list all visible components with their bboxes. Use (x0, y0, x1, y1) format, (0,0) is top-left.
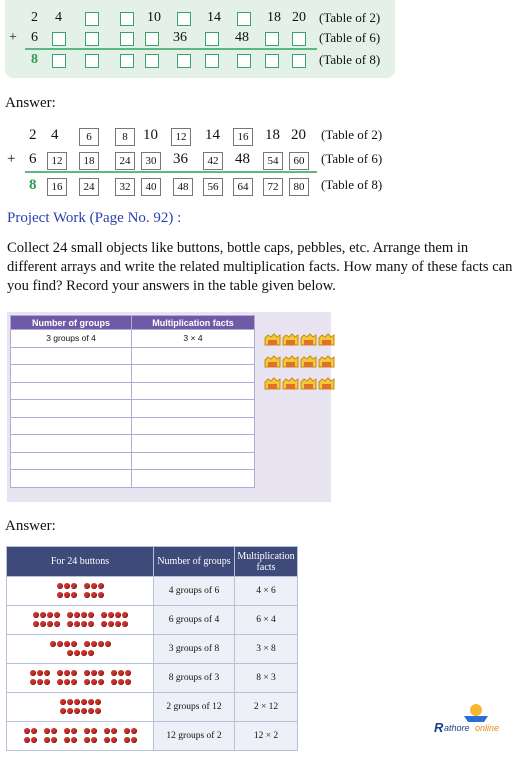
button-bead (111, 670, 117, 676)
button-bead (91, 670, 97, 676)
button-bead (111, 679, 117, 685)
button-bead (81, 621, 87, 627)
button-bead (108, 621, 114, 627)
fact-cell: 6 × 4 (235, 606, 298, 635)
fact-cell (132, 347, 255, 365)
button-arrangement (7, 664, 154, 693)
button-bead (51, 728, 57, 734)
a-box: 80 (289, 178, 309, 196)
empty-box (145, 32, 159, 46)
button-bead (71, 737, 77, 743)
button-bead (108, 612, 114, 618)
button-bead (124, 737, 130, 743)
groups-cell: 12 groups of 2 (154, 722, 235, 751)
fact-cell (132, 417, 255, 435)
a-box: 72 (263, 178, 283, 196)
project-work-body: Collect 24 small objects like buttons, bottle caps, pebbles, etc. Arrange them in different arrays and write the related multiplication facts. How many of these facts can you find? Record your answers in the table given below. (7, 240, 513, 294)
empty-box (120, 12, 134, 26)
table-row (7, 606, 298, 635)
empty-box (237, 12, 251, 26)
button-bead (101, 621, 107, 627)
button-bead (60, 708, 66, 714)
table-caption: (Table of 6) (321, 151, 383, 166)
button-bead (71, 641, 77, 647)
a-box: 24 (115, 152, 135, 170)
button-bead (88, 650, 94, 656)
empty-box (177, 54, 191, 68)
a-box: 56 (203, 178, 223, 196)
bottle-cap-icon (265, 356, 280, 367)
groups-cell (11, 452, 132, 470)
button-bead (104, 737, 110, 743)
bottle-cap-icon (283, 334, 298, 345)
button-bead (31, 728, 37, 734)
button-bead (104, 728, 110, 734)
button-bead (74, 650, 80, 656)
groups-cell (11, 470, 132, 488)
table-row (11, 470, 255, 488)
groups-cell: 3 groups of 4 (11, 330, 132, 348)
button-bead (84, 670, 90, 676)
button-bead (67, 612, 73, 618)
header-number-of-groups: Number of groups (11, 316, 132, 330)
button-bead (118, 679, 124, 685)
button-bead (57, 592, 63, 598)
button-bead (67, 708, 73, 714)
q-cell: 14 (207, 10, 221, 25)
bottle-cap-icon (283, 356, 298, 367)
header-multiplication-facts: Multiplication facts (235, 547, 298, 577)
button-bead (111, 737, 117, 743)
button-bead (84, 592, 90, 598)
button-bead (64, 679, 70, 685)
table-caption: (Table of 6) (319, 30, 381, 45)
button-bead (50, 641, 56, 647)
empty-box (85, 54, 99, 68)
button-arrangement (7, 722, 154, 751)
button-bead (91, 737, 97, 743)
empty-box (205, 54, 219, 68)
button-bead (71, 679, 77, 685)
button-bead (98, 641, 104, 647)
question-row-2 (5, 28, 395, 48)
button-bead (71, 728, 77, 734)
groups-cell (11, 347, 132, 365)
q-cell: 2 (31, 10, 38, 25)
table-row (11, 382, 255, 400)
q-cell: 8 (31, 52, 38, 67)
a-box: 42 (203, 152, 223, 170)
table-row (11, 417, 255, 435)
a-cell: 8 (29, 177, 37, 193)
bottle-cap-icon (301, 378, 316, 389)
divider-line (25, 171, 317, 173)
button-arrangement (7, 577, 154, 606)
button-bead (88, 708, 94, 714)
a-box: 48 (173, 178, 193, 196)
button-bead (57, 670, 63, 676)
groups-cell (11, 382, 132, 400)
q-cell: 6 (31, 30, 38, 45)
fact-cell (132, 435, 255, 453)
table-row (11, 452, 255, 470)
button-bead (47, 612, 53, 618)
groups-cell: 6 groups of 4 (154, 606, 235, 635)
empty-box (205, 32, 219, 46)
question-row-3 (5, 50, 395, 70)
bottle-cap-icon (301, 334, 316, 345)
table-row (11, 347, 255, 365)
header-number-of-groups: Number of groups (154, 547, 235, 577)
a-box: 40 (141, 178, 161, 196)
button-bead (54, 612, 60, 618)
button-bead (98, 679, 104, 685)
a-box: 12 (47, 152, 67, 170)
groups-cell: 2 groups of 12 (154, 693, 235, 722)
button-bead (64, 737, 70, 743)
plus-sign: + (9, 30, 17, 45)
button-bead (124, 728, 130, 734)
button-arrangement (7, 635, 154, 664)
table-row (7, 722, 298, 751)
answer-row-1 (5, 124, 405, 146)
bottle-cap-icon (301, 356, 316, 367)
fact-cell (132, 452, 255, 470)
a-cell: 6 (29, 151, 37, 167)
button-bead (31, 737, 37, 743)
button-bead (91, 583, 97, 589)
empty-box (85, 32, 99, 46)
svg-text:R: R (434, 720, 444, 735)
empty-box (177, 12, 191, 26)
table-row (7, 693, 298, 722)
button-bead (91, 592, 97, 598)
svg-text:athore: athore (444, 723, 470, 733)
button-bead (51, 737, 57, 743)
button-bead (33, 612, 39, 618)
button-bead (71, 592, 77, 598)
table-caption: (Table of 8) (321, 177, 383, 192)
button-bead (60, 699, 66, 705)
button-bead (88, 621, 94, 627)
button-bead (91, 679, 97, 685)
a-box: 64 (233, 178, 253, 196)
button-bead (67, 699, 73, 705)
a-cell: 2 (29, 127, 37, 143)
fact-cell: 3 × 8 (235, 635, 298, 664)
button-bead (44, 670, 50, 676)
empty-box (292, 32, 306, 46)
a-box: 24 (79, 178, 99, 196)
button-bead (98, 670, 104, 676)
button-bead (115, 621, 121, 627)
button-bead (40, 621, 46, 627)
project-work-title: Project Work (Page No. 92) : (7, 210, 182, 226)
fact-cell: 4 × 6 (235, 577, 298, 606)
answer-label: Answer: (5, 95, 56, 111)
button-bead (74, 699, 80, 705)
button-bead (105, 641, 111, 647)
button-arrangement (7, 693, 154, 722)
answer-row-3 (5, 174, 405, 196)
button-bead (24, 728, 30, 734)
button-bead (81, 612, 87, 618)
question-grid-box (5, 0, 395, 78)
bottle-cap-icon (283, 378, 298, 389)
button-bead (111, 728, 117, 734)
button-bead (131, 728, 137, 734)
empty-box (85, 12, 99, 26)
button-bead (40, 612, 46, 618)
a-box: 30 (141, 152, 161, 170)
q-cell: 10 (147, 10, 161, 25)
button-bead (67, 621, 73, 627)
a-box: 8 (115, 128, 135, 146)
bottle-cap-icon (319, 356, 334, 367)
table-row (11, 400, 255, 418)
q-cell: 18 (267, 10, 281, 25)
table-caption: (Table of 8) (319, 52, 381, 67)
button-bead (64, 728, 70, 734)
answer-row-2 (5, 148, 405, 170)
button-bead (88, 612, 94, 618)
a-box: 60 (289, 152, 309, 170)
table-row (11, 435, 255, 453)
header-multiplication-facts: Multiplication facts (132, 316, 255, 330)
button-bead (81, 708, 87, 714)
button-bead (64, 641, 70, 647)
table-row (11, 365, 255, 383)
groups-cell (11, 400, 132, 418)
button-bead (98, 583, 104, 589)
answer-label: Answer: (5, 518, 56, 534)
bottle-cap-icon (319, 378, 334, 389)
button-bead (84, 679, 90, 685)
button-bead (44, 728, 50, 734)
q-cell: 48 (235, 30, 249, 45)
fact-cell: 12 × 2 (235, 722, 298, 751)
button-bead (84, 583, 90, 589)
button-bead (64, 592, 70, 598)
bottle-cap-icon (263, 332, 335, 402)
bottle-cap-icon (265, 378, 280, 389)
button-bead (95, 699, 101, 705)
button-bead (84, 737, 90, 743)
button-bead (131, 737, 137, 743)
project-table (10, 315, 255, 488)
fact-cell (132, 400, 255, 418)
button-bead (118, 670, 124, 676)
header-for-24-buttons: For 24 buttons (7, 547, 154, 577)
groups-cell (11, 365, 132, 383)
answer-grid (5, 124, 405, 196)
a-cell: 14 (205, 127, 220, 143)
table-row (7, 664, 298, 693)
button-bead (37, 670, 43, 676)
a-box: 32 (115, 178, 135, 196)
button-bead (57, 641, 63, 647)
question-row-1 (5, 8, 395, 28)
empty-box (145, 54, 159, 68)
button-bead (88, 699, 94, 705)
button-bead (101, 612, 107, 618)
fact-cell: 3 × 4 (132, 330, 255, 348)
button-bead (64, 583, 70, 589)
button-bead (122, 612, 128, 618)
button-bead (30, 670, 36, 676)
empty-box (52, 32, 66, 46)
a-cell: 36 (173, 151, 188, 167)
table-row (11, 330, 255, 348)
button-bead (30, 679, 36, 685)
fact-cell (132, 382, 255, 400)
groups-cell: 4 groups of 6 (154, 577, 235, 606)
button-bead (125, 670, 131, 676)
a-cell: 10 (143, 127, 158, 143)
empty-box (265, 54, 279, 68)
a-cell: 20 (291, 127, 306, 143)
button-bead (115, 612, 121, 618)
button-bead (37, 679, 43, 685)
button-bead (91, 728, 97, 734)
a-box: 54 (263, 152, 283, 170)
groups-cell (11, 435, 132, 453)
a-cell: 48 (235, 151, 250, 167)
fact-cell: 8 × 3 (235, 664, 298, 693)
button-bead (84, 641, 90, 647)
button-bead (67, 650, 73, 656)
button-bead (33, 621, 39, 627)
button-bead (57, 679, 63, 685)
empty-box (237, 54, 251, 68)
a-box: 12 (171, 128, 191, 146)
a-box: 6 (79, 128, 99, 146)
svg-text:online: online (475, 723, 500, 733)
groups-cell: 3 groups of 8 (154, 635, 235, 664)
a-cell: 18 (265, 127, 280, 143)
button-bead (74, 621, 80, 627)
bottle-cap-icon (319, 334, 334, 345)
button-bead (71, 670, 77, 676)
a-box: 16 (233, 128, 253, 146)
a-box: 16 (47, 178, 67, 196)
button-bead (24, 737, 30, 743)
button-arrangement (7, 606, 154, 635)
plus-sign: + (7, 151, 16, 167)
empty-box (120, 54, 134, 68)
groups-cell: 8 groups of 3 (154, 664, 235, 693)
table-row (7, 577, 298, 606)
q-cell: 20 (292, 10, 306, 25)
project-table-panel (7, 312, 331, 502)
button-bead (84, 728, 90, 734)
button-bead (54, 621, 60, 627)
empty-box (120, 32, 134, 46)
button-bead (98, 592, 104, 598)
empty-box (292, 54, 306, 68)
fact-cell (132, 365, 255, 383)
fact-cell (132, 470, 255, 488)
button-bead (74, 612, 80, 618)
fact-cell: 2 × 12 (235, 693, 298, 722)
button-bead (81, 699, 87, 705)
table-caption: (Table of 2) (319, 10, 381, 25)
button-bead (44, 737, 50, 743)
empty-box (52, 54, 66, 68)
bottle-caps-illustration (263, 332, 335, 407)
table-caption: (Table of 2) (321, 127, 383, 142)
button-bead (91, 641, 97, 647)
button-bead (74, 708, 80, 714)
button-bead (71, 583, 77, 589)
a-box: 18 (79, 152, 99, 170)
button-bead (47, 621, 53, 627)
button-bead (81, 650, 87, 656)
empty-box (265, 32, 279, 46)
button-bead (57, 583, 63, 589)
a-cell: 4 (51, 127, 59, 143)
button-bead (64, 670, 70, 676)
button-bead (122, 621, 128, 627)
buttons-answer-table (6, 546, 298, 751)
rathore-online-logo (430, 700, 510, 738)
table-row (7, 635, 298, 664)
button-bead (95, 708, 101, 714)
q-cell: 4 (55, 10, 62, 25)
q-cell: 36 (173, 30, 187, 45)
groups-cell (11, 417, 132, 435)
bottle-cap-icon (265, 334, 280, 345)
button-bead (125, 679, 131, 685)
button-bead (44, 679, 50, 685)
